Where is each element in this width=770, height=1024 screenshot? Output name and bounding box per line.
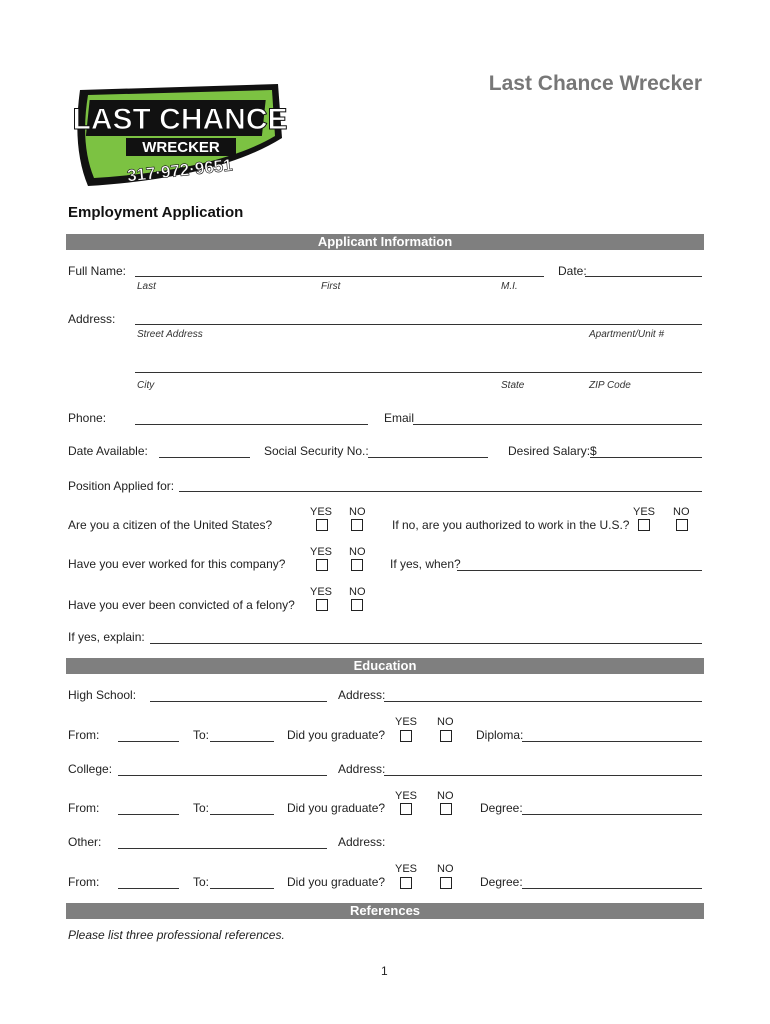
- apartment-sublabel: Apartment/Unit #: [589, 329, 665, 340]
- authorized-no-label: NO: [673, 506, 690, 518]
- worked-no-label: NO: [349, 546, 366, 558]
- other-to-label: To:: [193, 875, 210, 889]
- college-address-label: Address:: [338, 762, 386, 776]
- other-label: Other:: [68, 835, 102, 849]
- hs-from-field[interactable]: [118, 741, 179, 742]
- college-no-label: NO: [437, 790, 454, 802]
- other-field[interactable]: [118, 848, 327, 849]
- email-label: Email: [384, 411, 415, 425]
- diploma-field[interactable]: [522, 741, 702, 742]
- college-yes-checkbox[interactable]: [400, 803, 412, 815]
- authorized-yes-label: YES: [633, 506, 656, 518]
- if-yes-explain-label: If yes, explain:: [68, 630, 145, 644]
- hs-yes-label: YES: [395, 716, 418, 728]
- references-note: Please list three professional references.: [68, 928, 285, 942]
- other-to-field[interactable]: [210, 888, 274, 889]
- svg-text:317·972·9651: 317·972·9651: [126, 155, 234, 186]
- desired-salary-field[interactable]: [590, 457, 702, 458]
- date-available-field[interactable]: [159, 457, 250, 458]
- desired-salary-label: Desired Salary:$: [508, 444, 597, 458]
- felony-no-checkbox[interactable]: [351, 599, 363, 611]
- hs-no-checkbox[interactable]: [440, 730, 452, 742]
- worked-question: Have you ever worked for this company?: [68, 557, 286, 571]
- diploma-label: Diploma:: [476, 728, 524, 742]
- citizen-no-checkbox[interactable]: [351, 519, 363, 531]
- position-field[interactable]: [179, 491, 702, 492]
- college-field[interactable]: [118, 775, 327, 776]
- other-no-label: NO: [437, 863, 454, 875]
- if-yes-explain-field[interactable]: [150, 643, 702, 644]
- other-graduate-question: Did you graduate?: [287, 875, 386, 889]
- college-yes-label: YES: [395, 790, 418, 802]
- hs-address-field[interactable]: [384, 701, 702, 702]
- other-yes-checkbox[interactable]: [400, 877, 412, 889]
- full-name-label: Full Name:: [68, 264, 127, 278]
- high-school-field[interactable]: [150, 701, 327, 702]
- position-label: Position Applied for:: [68, 479, 175, 493]
- college-no-checkbox[interactable]: [440, 803, 452, 815]
- college-to-field[interactable]: [210, 814, 274, 815]
- other-yes-label: YES: [395, 863, 418, 875]
- company-logo: [68, 78, 290, 190]
- citizen-yes-checkbox[interactable]: [316, 519, 328, 531]
- section-education-header: Education: [66, 658, 704, 674]
- college-from-label: From:: [68, 801, 100, 815]
- other-from-label: From:: [68, 875, 100, 889]
- college-to-label: To:: [193, 801, 210, 815]
- city-state-zip-field[interactable]: [135, 372, 702, 373]
- state-sublabel: State: [501, 380, 525, 391]
- if-yes-when-label: If yes, when?: [390, 557, 461, 571]
- college-from-field[interactable]: [118, 814, 179, 815]
- college-graduate-question: Did you graduate?: [287, 801, 386, 815]
- phone-field[interactable]: [135, 424, 368, 425]
- hs-to-field[interactable]: [210, 741, 274, 742]
- college-degree-label: Degree:: [480, 801, 523, 815]
- form-title: Employment Application: [68, 204, 244, 221]
- svg-text:WRECKER: WRECKER: [142, 139, 220, 156]
- other-degree-label: Degree:: [480, 875, 523, 889]
- worked-yes-label: YES: [310, 546, 333, 558]
- date-available-label: Date Available:: [68, 444, 148, 458]
- street-address-field[interactable]: [135, 324, 702, 325]
- hs-yes-checkbox[interactable]: [400, 730, 412, 742]
- full-name-field[interactable]: [135, 276, 544, 277]
- section-references-header: References: [66, 903, 704, 919]
- hs-graduate-question: Did you graduate?: [287, 728, 386, 742]
- authorized-question: If no, are you authorized to work in the U.S.?: [392, 518, 630, 532]
- hs-address-label: Address:: [338, 688, 386, 702]
- svg-text:LAST CHANCE: LAST CHANCE: [72, 103, 288, 136]
- phone-label: Phone:: [68, 411, 107, 425]
- street-sublabel: Street Address: [137, 329, 203, 340]
- company-title: Last Chance Wrecker: [488, 72, 702, 95]
- other-from-field[interactable]: [118, 888, 179, 889]
- college-address-field[interactable]: [384, 775, 702, 776]
- authorized-yes-checkbox[interactable]: [638, 519, 650, 531]
- hs-from-label: From:: [68, 728, 100, 742]
- ssn-label: Social Security No.:: [264, 444, 369, 458]
- felony-question: Have you ever been convicted of a felony?: [68, 598, 295, 612]
- other-no-checkbox[interactable]: [440, 877, 452, 889]
- if-yes-when-field[interactable]: [457, 570, 702, 571]
- college-label: College:: [68, 762, 113, 776]
- last-sublabel: Last: [137, 281, 156, 292]
- felony-yes-checkbox[interactable]: [316, 599, 328, 611]
- hs-no-label: NO: [437, 716, 454, 728]
- date-label: Date:: [558, 264, 587, 278]
- citizen-no-label: NO: [349, 506, 366, 518]
- zip-sublabel: ZIP Code: [589, 380, 631, 391]
- citizen-yes-label: YES: [310, 506, 333, 518]
- mi-sublabel: M.I.: [501, 281, 518, 292]
- other-address-label: Address:: [338, 835, 386, 849]
- first-sublabel: First: [321, 281, 341, 292]
- page-number: 1: [381, 964, 388, 978]
- address-label: Address:: [68, 312, 116, 326]
- hs-to-label: To:: [193, 728, 210, 742]
- section-applicant-header: Applicant Information: [66, 234, 704, 250]
- college-degree-field[interactable]: [522, 814, 702, 815]
- ssn-field[interactable]: [368, 457, 488, 458]
- other-degree-field[interactable]: [522, 888, 702, 889]
- worked-yes-checkbox[interactable]: [316, 559, 328, 571]
- high-school-label: High School:: [68, 688, 137, 702]
- citizen-question: Are you a citizen of the United States?: [68, 518, 273, 532]
- authorized-no-checkbox[interactable]: [676, 519, 688, 531]
- felony-yes-label: YES: [310, 586, 333, 598]
- worked-no-checkbox[interactable]: [351, 559, 363, 571]
- felony-no-label: NO: [349, 586, 366, 598]
- city-sublabel: City: [137, 380, 155, 391]
- email-field[interactable]: [413, 424, 702, 425]
- date-field[interactable]: [585, 276, 702, 277]
